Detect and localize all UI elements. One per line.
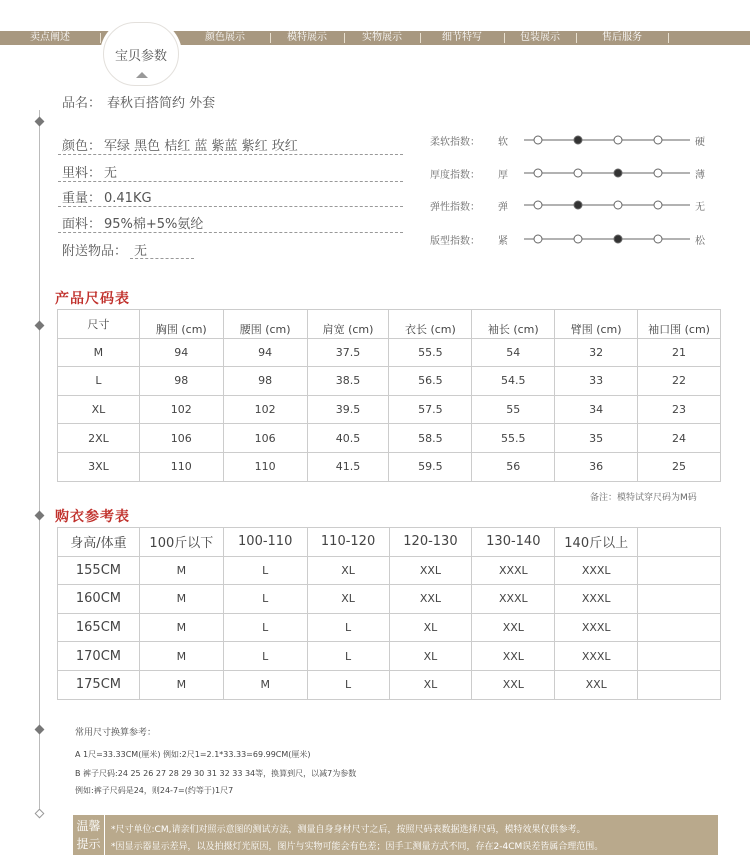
table-cell xyxy=(638,585,721,614)
table-header-cell: 袖口围 (cm) xyxy=(638,310,721,339)
diamond-outline-icon xyxy=(35,809,45,819)
dashed-divider xyxy=(130,258,194,259)
index-dot xyxy=(534,169,542,177)
table-cell: 22 xyxy=(638,367,721,396)
index-dot xyxy=(574,169,582,177)
table-cell: M xyxy=(223,670,307,699)
index-dot xyxy=(654,235,662,243)
index-left-text: 紧 xyxy=(498,236,508,247)
table-cell: 59.5 xyxy=(389,452,472,481)
dashed-divider xyxy=(58,232,403,233)
table-row xyxy=(58,367,721,396)
caret-up-icon xyxy=(136,72,148,78)
ref-table xyxy=(57,527,721,700)
index-dot xyxy=(574,235,582,243)
nav-separator xyxy=(100,33,101,43)
index-fit xyxy=(430,232,730,246)
attr-weight xyxy=(62,187,152,206)
attr-lining xyxy=(62,162,117,181)
table-cell: M xyxy=(139,642,223,671)
table-cell: M xyxy=(139,585,223,614)
table-cell: XXL xyxy=(472,670,555,699)
table-cell: XXL xyxy=(472,613,555,642)
attr-fabric xyxy=(62,213,203,232)
table-cell: XL xyxy=(307,585,389,614)
table-cell: 41.5 xyxy=(307,452,389,481)
index-dot xyxy=(534,235,542,243)
tips-badge-top: 温馨 xyxy=(76,819,101,833)
table-row xyxy=(58,395,721,424)
table-cell: L xyxy=(223,556,307,585)
left-guide-line xyxy=(39,110,40,810)
table-cell: XXXL xyxy=(472,585,555,614)
table-header-cell xyxy=(638,528,721,557)
table-cell: XL xyxy=(389,670,472,699)
tips-badge-bottom: 提示 xyxy=(76,837,101,851)
index-scale xyxy=(522,198,692,212)
conversion-title: 常用尺寸换算参考： xyxy=(75,728,157,738)
table-cell: 2XL xyxy=(58,424,140,453)
table-cell: 155CM xyxy=(58,556,140,585)
index-dot xyxy=(654,201,662,209)
table-row xyxy=(58,585,721,614)
index-dot xyxy=(534,136,542,144)
table-header-cell: 身高/体重 xyxy=(58,528,140,557)
table-cell: 56 xyxy=(472,452,555,481)
table-cell: 21 xyxy=(638,338,721,367)
table-cell xyxy=(638,670,721,699)
tips-line: *尺寸单位:CM,请亲们对照示意图的测试方法，测量自身身材尺寸之后，按照尺码表数据选择尺码，模特效果仅供参考。 xyxy=(111,825,586,835)
index-left-text: 软 xyxy=(498,137,508,148)
index-right-text: 硬 xyxy=(695,137,705,148)
table-header-cell: 腰围 (cm) xyxy=(223,310,307,339)
nav-item-selling-points[interactable]: 卖点阐述 xyxy=(30,32,70,43)
table-cell: 36 xyxy=(555,452,638,481)
index-dot xyxy=(654,136,662,144)
dashed-divider xyxy=(58,181,403,182)
table-cell: 106 xyxy=(139,424,223,453)
index-scale xyxy=(522,166,692,180)
table-cell: XXXL xyxy=(555,585,638,614)
tips-line: *因显示器显示差异，以及拍摄灯光原因，图片与实物可能会有色差；因手工测量方式不同，存在2-4CM误差皆属合理范围。 xyxy=(111,842,604,852)
diamond-marker-icon xyxy=(35,725,45,735)
table-cell: XL xyxy=(58,395,140,424)
attr-value: 0.41KG xyxy=(104,191,152,206)
table-cell: XL xyxy=(389,613,472,642)
table-cell: M xyxy=(58,338,140,367)
table-header-cell: 100-110 xyxy=(223,528,307,557)
index-thickness xyxy=(430,166,730,180)
index-right-text: 松 xyxy=(695,236,705,247)
table-cell: 54 xyxy=(472,338,555,367)
index-softness xyxy=(430,133,730,147)
table-cell xyxy=(638,642,721,671)
table-cell: L xyxy=(223,642,307,671)
table-cell: 165CM xyxy=(58,613,140,642)
size-table xyxy=(57,309,721,482)
table-cell: XXL xyxy=(389,556,472,585)
table-cell xyxy=(638,613,721,642)
table-row xyxy=(58,670,721,699)
table-cell: 175CM xyxy=(58,670,140,699)
nav-item-after-sales[interactable]: 售后服务 xyxy=(602,32,642,43)
table-cell: 33 xyxy=(555,367,638,396)
table-cell: L xyxy=(307,642,389,671)
index-dot-active xyxy=(614,169,622,177)
attr-value: 无 xyxy=(104,166,118,181)
attr-extras xyxy=(62,240,147,259)
table-cell: L xyxy=(307,613,389,642)
attr-label: 颜色： xyxy=(62,139,102,154)
table-header-row xyxy=(58,528,721,557)
dashed-divider xyxy=(58,206,403,207)
diamond-marker-icon xyxy=(35,321,45,331)
table-cell: 55 xyxy=(472,395,555,424)
table-cell: XL xyxy=(307,556,389,585)
tips-box xyxy=(73,815,718,855)
index-dot-active xyxy=(574,201,582,209)
table-cell: 94 xyxy=(223,338,307,367)
attr-label: 里料： xyxy=(62,166,102,181)
table-cell xyxy=(638,556,721,585)
table-cell: XXXL xyxy=(555,642,638,671)
table-cell: 106 xyxy=(223,424,307,453)
table-cell: L xyxy=(307,670,389,699)
table-cell: 3XL xyxy=(58,452,140,481)
table-cell: 170CM xyxy=(58,642,140,671)
tab-product-params[interactable] xyxy=(103,22,179,86)
table-cell: 55.5 xyxy=(389,338,472,367)
table-header-cell: 140斤以上 xyxy=(555,528,638,557)
table-header-cell: 100斤以下 xyxy=(139,528,223,557)
nav-item-real-photos[interactable]: 实物展示 xyxy=(362,32,402,43)
table-row xyxy=(58,613,721,642)
table-cell: XXL xyxy=(555,670,638,699)
diamond-marker-icon xyxy=(35,511,45,521)
index-dot xyxy=(614,136,622,144)
tab-product-params-label: 宝贝参数 xyxy=(114,49,167,64)
table-cell: L xyxy=(223,585,307,614)
dashed-divider xyxy=(58,154,403,155)
table-cell: 160CM xyxy=(58,585,140,614)
table-header-cell: 130-140 xyxy=(472,528,555,557)
table-row xyxy=(58,338,721,367)
table-cell: XL xyxy=(389,642,472,671)
table-header-cell: 尺寸 xyxy=(58,310,140,339)
attr-color xyxy=(62,135,298,154)
conversion-line: 例如:裤子尺码是24，则24-7=(约等于)1尺7 xyxy=(75,786,234,795)
nav-item-colors[interactable]: 颜色展示 xyxy=(205,32,245,43)
index-dot-active xyxy=(614,235,622,243)
table-cell: 25 xyxy=(638,452,721,481)
index-dot xyxy=(614,201,622,209)
table-row xyxy=(58,424,721,453)
table-cell: L xyxy=(223,613,307,642)
index-right-text: 无 xyxy=(695,202,705,213)
table-header-cell: 肩宽 (cm) xyxy=(307,310,389,339)
diamond-marker-icon xyxy=(35,117,45,127)
attr-value: 无 xyxy=(134,244,148,259)
nav-item-model[interactable]: 模特展示 xyxy=(287,32,327,43)
table-row xyxy=(58,642,721,671)
tips-badge xyxy=(73,815,105,855)
table-header-cell: 臂围 (cm) xyxy=(555,310,638,339)
table-cell: 24 xyxy=(638,424,721,453)
table-cell: 102 xyxy=(139,395,223,424)
index-label: 弹性指数： xyxy=(430,202,480,213)
table-cell: 38.5 xyxy=(307,367,389,396)
index-dot xyxy=(534,201,542,209)
table-header-cell: 袖长 (cm) xyxy=(472,310,555,339)
product-name-label: 品名： xyxy=(62,96,102,111)
table-cell: 94 xyxy=(139,338,223,367)
index-label: 柔软指数： xyxy=(430,137,480,148)
table-cell: 55.5 xyxy=(472,424,555,453)
table-cell: 32 xyxy=(555,338,638,367)
table-cell: L xyxy=(58,367,140,396)
index-left-text: 弹 xyxy=(498,202,508,213)
table-cell: M xyxy=(139,670,223,699)
table-row xyxy=(58,452,721,481)
index-dot-active xyxy=(574,136,582,144)
conversion-line: A 1尺=33.33CM(厘米) 例如:2尺1=2.1*33.33=69.99CM(厘米) xyxy=(75,750,311,759)
table-cell: 40.5 xyxy=(307,424,389,453)
index-scale xyxy=(522,133,692,147)
attr-label: 附送物品： xyxy=(62,244,128,259)
index-label: 厚度指数： xyxy=(430,170,480,181)
attr-value: 95%棉+5%氨纶 xyxy=(104,217,204,232)
table-cell: 34 xyxy=(555,395,638,424)
table-cell: 37.5 xyxy=(307,338,389,367)
table-cell: XXXL xyxy=(555,556,638,585)
table-cell: 102 xyxy=(223,395,307,424)
index-dot xyxy=(654,169,662,177)
index-left-text: 厚 xyxy=(498,170,508,181)
size-table-note: 备注：模特试穿尺码为M码 xyxy=(590,493,697,503)
size-table-title: 产品尺码表 xyxy=(55,291,130,307)
product-name-value: 春秋百搭简约 外套 xyxy=(107,96,216,111)
attr-label: 面料： xyxy=(62,217,102,232)
ref-table-title: 购衣参考表 xyxy=(55,509,130,525)
index-right-text: 薄 xyxy=(695,170,705,181)
table-cell: 98 xyxy=(223,367,307,396)
table-cell: 56.5 xyxy=(389,367,472,396)
table-cell: 110 xyxy=(139,452,223,481)
table-header-cell: 胸围 (cm) xyxy=(139,310,223,339)
table-cell: 35 xyxy=(555,424,638,453)
table-cell: 98 xyxy=(139,367,223,396)
table-header-cell: 110-120 xyxy=(307,528,389,557)
table-header-cell: 衣长 (cm) xyxy=(389,310,472,339)
table-cell: M xyxy=(139,556,223,585)
table-row xyxy=(58,556,721,585)
index-scale xyxy=(522,232,692,246)
table-cell: 23 xyxy=(638,395,721,424)
table-cell: XXXL xyxy=(472,556,555,585)
index-label: 版型指数： xyxy=(430,236,480,247)
table-cell: XXL xyxy=(389,585,472,614)
table-cell: XXXL xyxy=(555,613,638,642)
nav-separator xyxy=(668,33,669,43)
table-header-row xyxy=(58,310,721,339)
nav-item-details[interactable]: 细节特写 xyxy=(442,32,482,43)
table-cell: 58.5 xyxy=(389,424,472,453)
table-cell: 57.5 xyxy=(389,395,472,424)
conversion-line: B 裤子尺码:24 25 26 27 28 29 30 31 32 33 34等，换算到尺，以减7为参数 xyxy=(75,769,357,778)
index-elasticity xyxy=(430,198,730,212)
attr-label: 重量： xyxy=(62,191,102,206)
table-cell: 110 xyxy=(223,452,307,481)
nav-item-packaging[interactable]: 包装展示 xyxy=(520,32,560,43)
attr-value: 军绿 黑色 桔红 蓝 紫蓝 紫红 玫红 xyxy=(104,139,298,154)
table-header-cell: 120-130 xyxy=(389,528,472,557)
table-cell: 39.5 xyxy=(307,395,389,424)
table-cell: 54.5 xyxy=(472,367,555,396)
table-cell: M xyxy=(139,613,223,642)
product-name xyxy=(62,92,215,111)
table-cell: XXL xyxy=(472,642,555,671)
